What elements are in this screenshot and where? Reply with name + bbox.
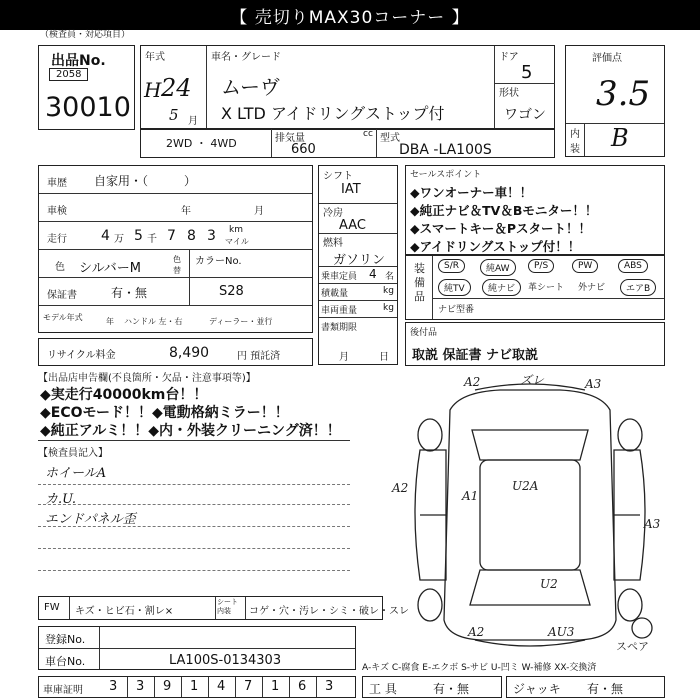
- equipment-power-windows: PW: [572, 259, 598, 273]
- cert-label: 車庫証明: [43, 685, 83, 696]
- seat-label: シート内装: [217, 598, 238, 615]
- color-label: 色: [55, 262, 65, 273]
- type-code-value: DBA -LA100S: [399, 142, 492, 158]
- spec-row: [140, 128, 555, 158]
- load-unit: kg: [383, 286, 394, 296]
- equipment-sunroof: S/R: [438, 259, 465, 273]
- damage-mark: AU3: [548, 625, 575, 639]
- jack-box: [506, 676, 665, 698]
- doors-value: 5: [521, 62, 533, 83]
- dealer-value: ディーラー・並行: [209, 317, 273, 326]
- fuel-value: ガソリン: [333, 253, 386, 268]
- year-era: H: [144, 78, 162, 102]
- damage-mark: A3: [585, 377, 602, 391]
- model-box: [140, 45, 555, 130]
- note-line: ◆純正アルミ！！◆内・外装クリーニング済！！: [40, 423, 341, 439]
- mileage-u1: 万: [114, 234, 124, 245]
- recycle-unit: 円 預託済: [237, 351, 281, 362]
- shift-value: IAT: [341, 182, 361, 197]
- note-line: ◆ECOモード！！◆電動格納ミラー！！: [40, 405, 289, 421]
- displacement-label: 排気量: [275, 133, 305, 144]
- notes-label: 【出品店申告欄(不良箇所・欠品・注意事項等)】: [38, 373, 256, 384]
- cert-digit: 4: [217, 679, 226, 694]
- body-type-value: ワゴン: [504, 107, 546, 123]
- equipment-airbag: エアB: [620, 279, 656, 296]
- fw-label: FW: [44, 602, 60, 613]
- equipment-aftermarket-navi: 外ナビ: [578, 283, 606, 293]
- post-install-value: 取説 保証書 ナビ取説: [412, 348, 539, 363]
- damage-mark: ズレ: [520, 373, 545, 387]
- model-label: 車名・グレード: [211, 52, 281, 63]
- damage-mark: A3: [644, 517, 661, 531]
- fuel-label: 燃料: [323, 238, 343, 249]
- warranty-label: 保証書: [47, 290, 77, 301]
- damage-mark: A2: [392, 481, 409, 495]
- color-code: S28: [219, 284, 244, 299]
- displacement-unit: cc: [363, 129, 373, 139]
- registration-day: 日: [379, 352, 389, 363]
- year-label: 年式: [145, 52, 165, 63]
- handle-value: ハンドル 左・右: [124, 317, 183, 326]
- equipment-label: 装備品: [414, 262, 425, 303]
- cert-digit: 3: [325, 679, 334, 694]
- inspector-label: 【検査員記入】: [38, 448, 108, 459]
- mileage-u2: 千: [147, 234, 157, 245]
- fw-row: [38, 596, 409, 620]
- equipment-alloy-wheels: 純AW: [480, 259, 516, 276]
- lot-box: [38, 45, 135, 130]
- mid-grid: [318, 165, 398, 365]
- tools-value: 有・無: [433, 682, 470, 696]
- recycle-value: 8,490: [169, 345, 210, 361]
- model-name: ムーヴ: [221, 75, 280, 99]
- damage-mark: U2A: [512, 479, 539, 493]
- cert-digit: 7: [244, 679, 253, 694]
- spare-label: スペア: [616, 640, 649, 653]
- seat-value: コゲ・穴・汚レ・シミ・破レ・スレ: [249, 606, 409, 617]
- aircon-value: AAC: [339, 218, 366, 233]
- interior-label-1: 内: [570, 129, 580, 140]
- rating-label: 評価点: [592, 53, 622, 64]
- mileage-d2: 5: [134, 228, 143, 244]
- equipment-leather: 革シート: [528, 283, 565, 293]
- capacity-label: 乗車定員: [321, 272, 358, 282]
- equipment-box: [405, 255, 665, 320]
- jack-value: 有・無: [587, 682, 624, 696]
- equipment-tv: 純TV: [438, 279, 471, 296]
- lot-stamp: 2058: [49, 68, 88, 81]
- recycle-label: リサイクル料金: [47, 350, 116, 361]
- post-install-label: 後付品: [410, 328, 438, 338]
- jack-label: ジャッキ: [513, 682, 561, 696]
- color-code-label: カラーNo.: [195, 256, 242, 267]
- model-grade: X LTD アイドリングストップ付: [221, 104, 445, 123]
- registration-month: 月: [339, 352, 349, 363]
- banner-title: 【 売切りMAX30コーナー 】: [0, 0, 700, 30]
- mileage-d4: 8: [187, 228, 196, 244]
- inspection-year-unit: 年: [181, 206, 191, 217]
- navi-model-label: ナビ型番: [438, 305, 475, 315]
- tools-label: 工 具: [369, 682, 397, 696]
- capacity-value: 4: [369, 267, 377, 281]
- equipment-navi: 純ナビ: [482, 279, 521, 296]
- cert-digit: 9: [163, 679, 172, 694]
- cert-digit: 3: [109, 679, 118, 694]
- mileage-label: 走行: [47, 234, 67, 245]
- year-value: 24: [161, 74, 192, 102]
- drive-value: 2WD ・ 4WD: [166, 137, 237, 150]
- car-damage-diagram: [380, 370, 680, 660]
- mileage-d1: 4: [101, 228, 110, 244]
- lot-number: 30010: [45, 92, 131, 123]
- inspection-month-unit: 月: [254, 206, 264, 217]
- reg-no-label: 登録No.: [45, 633, 86, 646]
- sales-box: [405, 165, 665, 255]
- sales-point: ◆ワンオーナー車！！: [410, 185, 533, 200]
- rating-value: 3.5: [596, 74, 651, 114]
- inspector-line: カ.U.: [45, 492, 77, 507]
- interior-label-2: 装: [570, 144, 580, 155]
- damage-mark: A1: [462, 489, 479, 503]
- registration-label: 書類期限: [321, 323, 358, 333]
- sales-point: ◆純正ナビ＆TV＆Bモニター！！: [410, 203, 598, 218]
- registration-number-box: [38, 626, 356, 670]
- cert-digit: 6: [298, 679, 307, 694]
- color-change: 色替: [173, 255, 181, 275]
- aircon-label: 冷房: [323, 208, 343, 219]
- damage-mark: A2: [468, 625, 485, 639]
- cert-digit: 1: [271, 679, 280, 694]
- model-year-unit: 年: [106, 317, 114, 326]
- chassis-value: LA100S-0134303: [169, 653, 282, 668]
- chassis-label: 車台No.: [45, 655, 86, 668]
- model-year-label: モデル年式: [43, 313, 83, 322]
- year-month-unit: 月: [188, 116, 198, 127]
- post-install-box: [405, 322, 665, 366]
- recycle-box: [38, 338, 313, 366]
- history-label: 車歴: [47, 178, 67, 189]
- body-type-label: 形状: [499, 88, 519, 99]
- weight-unit: kg: [383, 303, 394, 313]
- weight-label: 車両重量: [321, 306, 358, 316]
- cert-digit: 1: [190, 679, 199, 694]
- shift-label: シフト: [323, 171, 353, 182]
- warranty-value: 有・無: [111, 286, 148, 300]
- type-code-label: 型式: [380, 133, 400, 144]
- color-value: シルバーM: [79, 261, 141, 276]
- sales-point: ◆スマートキー＆Pスタート！！: [410, 221, 592, 236]
- note-line: ◆実走行40000km台！！: [40, 387, 208, 403]
- interior-value: B: [611, 124, 629, 152]
- cert-box: [38, 676, 356, 698]
- sales-point: ◆アイドリングストップ付！！: [410, 239, 581, 254]
- mileage-unit: km: [229, 225, 243, 235]
- tools-box: [362, 676, 502, 698]
- mileage-d5: 3: [207, 228, 216, 244]
- inspection-label: 車検: [47, 206, 67, 217]
- lot-label: 出品No.: [51, 53, 106, 69]
- damage-legend: A-キズ C-腐食 E-エクボ S-サビ U-凹ミ W-補修 XX-交換済: [362, 663, 597, 673]
- inspector-line: ホイールA: [45, 466, 107, 481]
- displacement-value: 660: [291, 142, 316, 157]
- sales-label: セールスポイント: [410, 170, 482, 180]
- equipment-power-steering: P/S: [528, 259, 554, 273]
- top-note: （検査員・対応項目）: [40, 30, 131, 40]
- info-grid: [38, 165, 313, 333]
- load-label: 積載量: [321, 289, 349, 299]
- capacity-unit: 名: [385, 272, 395, 282]
- equipment-abs: ABS: [618, 259, 648, 273]
- cert-digit: 3: [136, 679, 145, 694]
- damage-mark: U2: [540, 577, 558, 591]
- damage-mark: A2: [464, 375, 481, 389]
- mileage-d3: 7: [167, 228, 176, 244]
- doors-label: ドア: [499, 52, 519, 63]
- history-value: 自家用・（ ）: [94, 174, 197, 188]
- year-month: 5: [169, 106, 179, 124]
- mileage-unit2: マイル: [225, 237, 249, 246]
- rating-box: [565, 45, 665, 157]
- inspector-line: エンドパネル歪: [45, 512, 136, 527]
- fw-value: キズ・ヒビ石・割レ×: [75, 606, 174, 617]
